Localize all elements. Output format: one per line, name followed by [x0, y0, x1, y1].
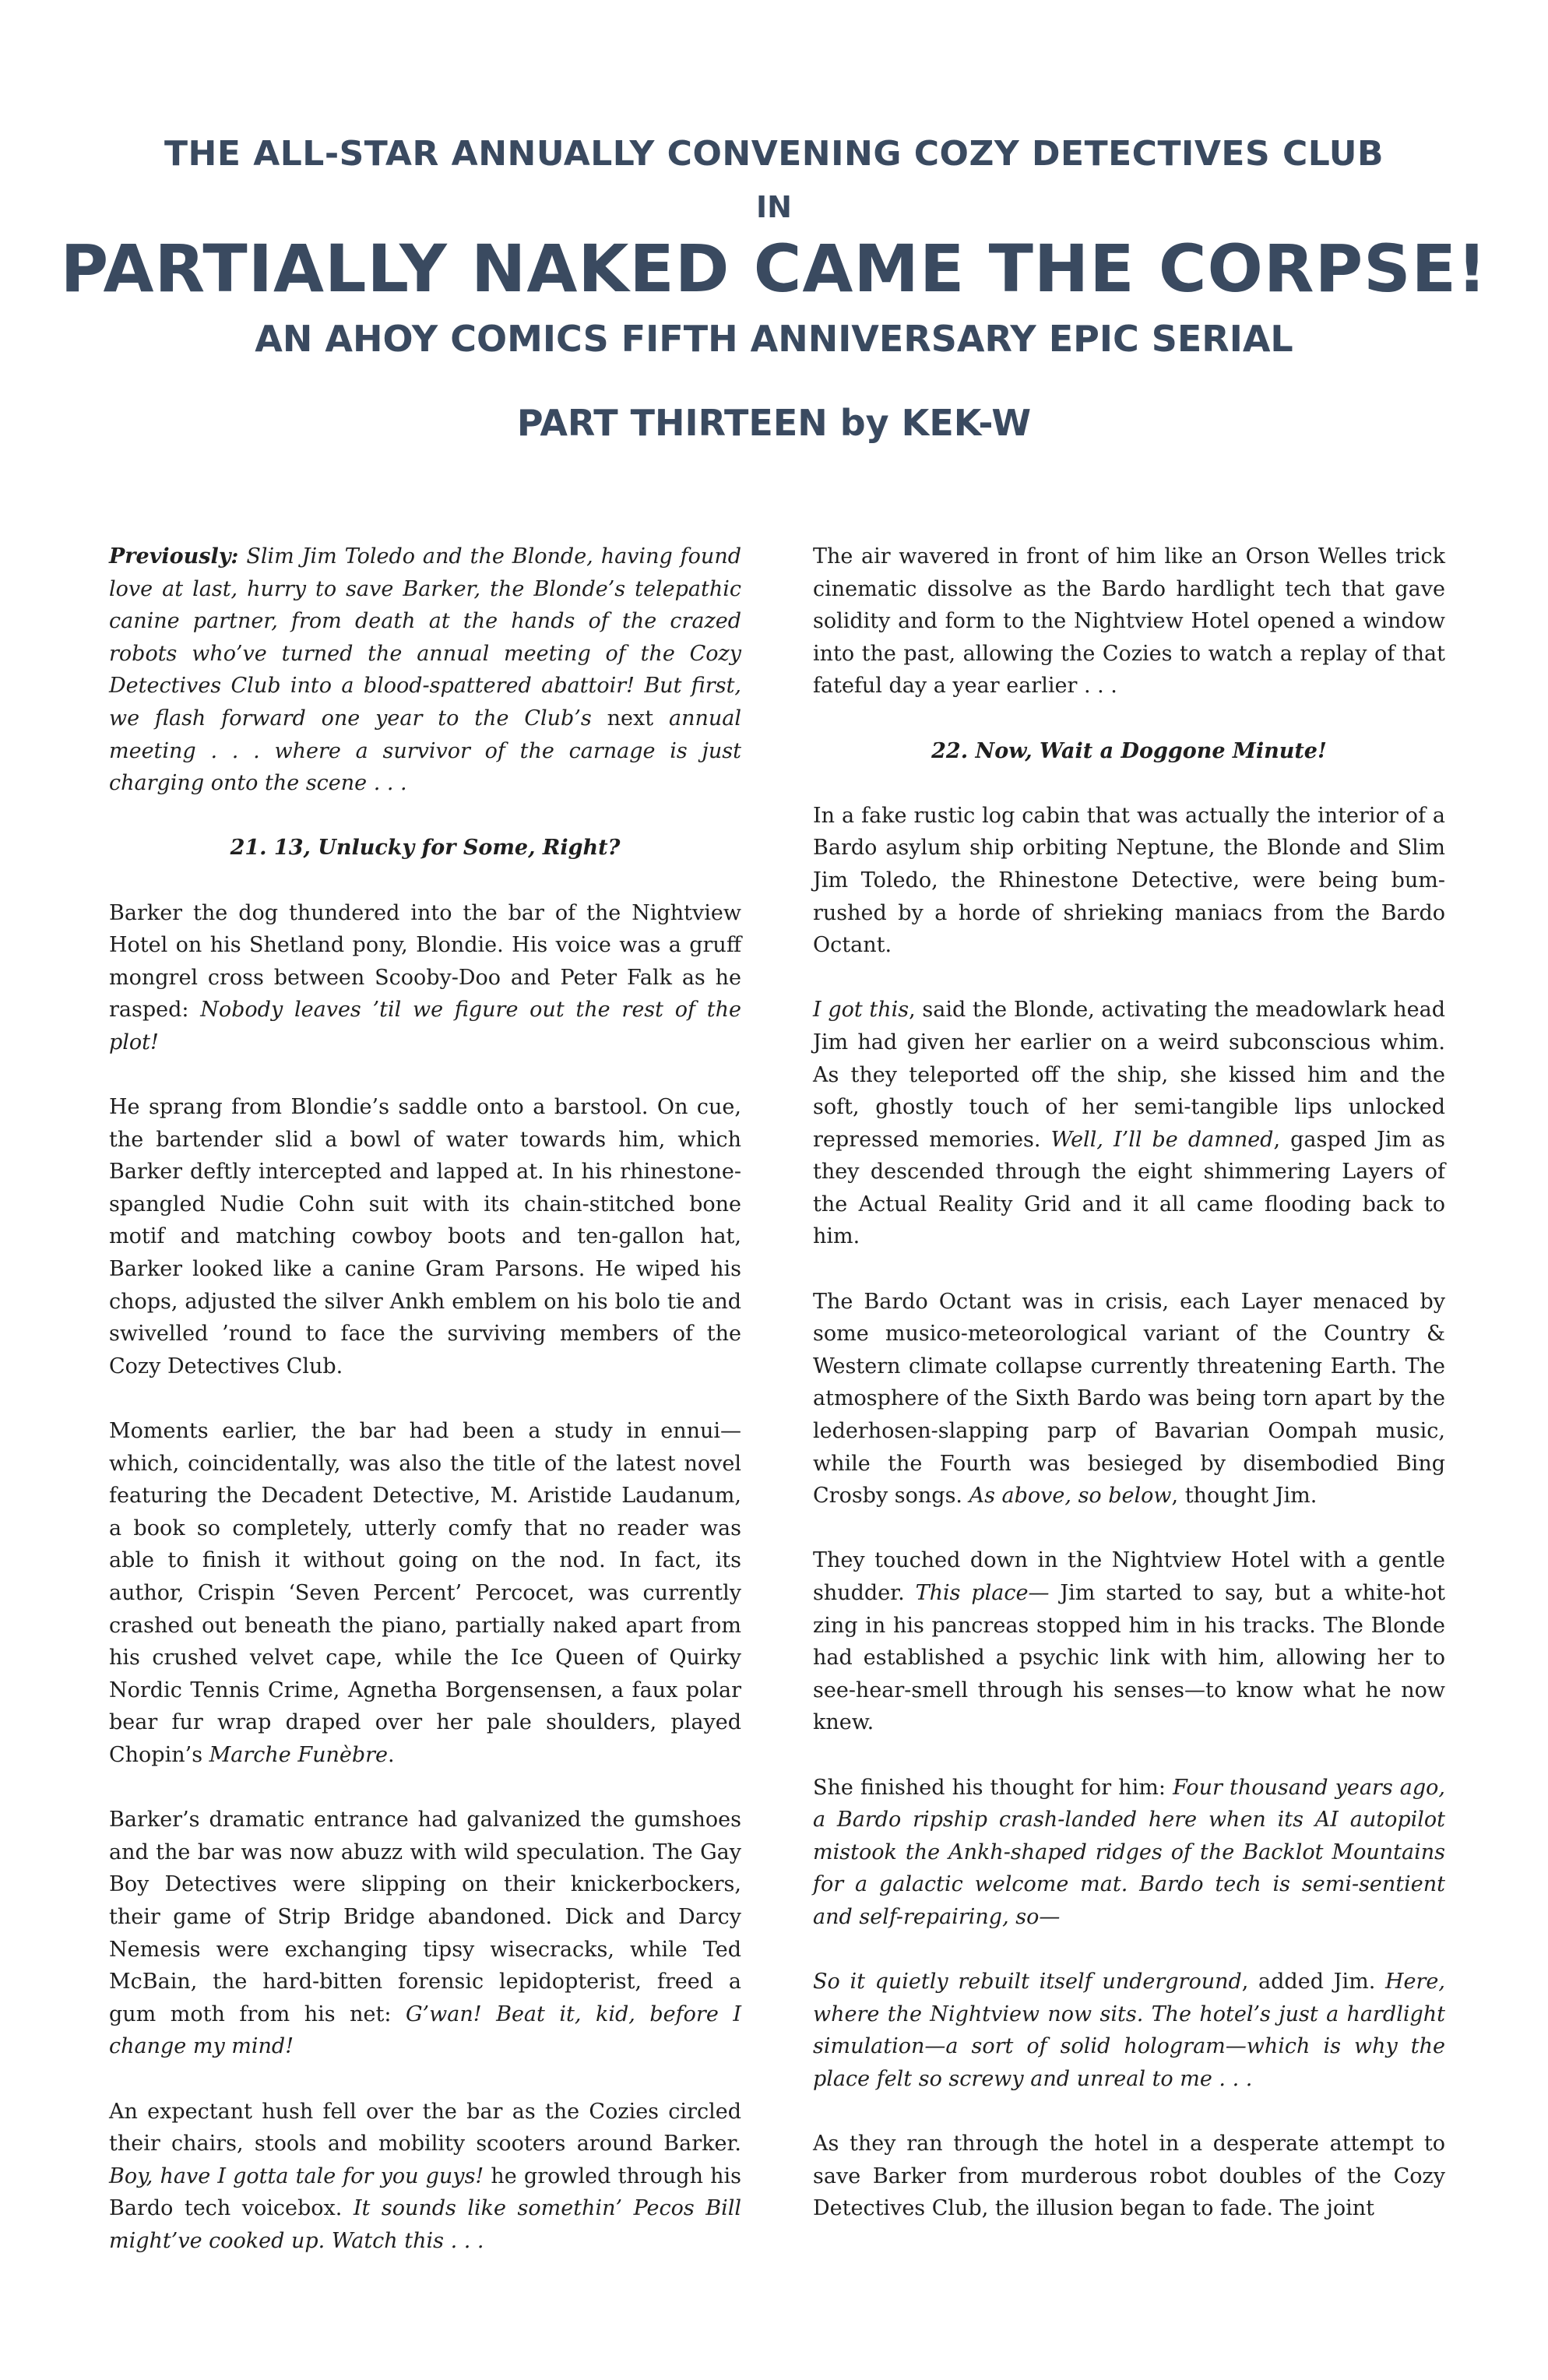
text-span: The Bardo Octant was in crisis, each Layer menaced by some musico-meteorological variant of the Country & Western climate collapse currently threatening Earth. The atmosphere of the Sixth Bardo was being torn apart by the lederhosen-slapping parp of Bavarian Oompah music, while the Fourth was besieged by disembodied Bing Crosby songs. — [813, 1289, 1445, 1509]
page-title: PARTIALLY NAKED CAME THE CORPSE! — [60, 231, 1488, 307]
text-span: Jim started to say, but a white-hot zing in his pancreas stopped him in his tracks. The Blonde had established a psychic link with him, allowing her to see-hear-smell through his senses—to know what he now knew. — [813, 1581, 1445, 1735]
part-byline: PART THIRTEEN by KEK-W — [516, 402, 1032, 444]
text-span: They touched down in the Nightview Hotel with a gentle shudder. — [813, 1548, 1445, 1605]
paragraph: He sprang from Blondie’s saddle onto a barstool. On cue, the bartender slid a bowl of water towards him, which Barker deftly intercepted and lapped at. In his rhinestone-spangled Nudie Cohn suit with its chain-stitched bone motif and matching cowboy boots and ten-gallon hat, Barker looked like a canine Gram Parsons. He wiped his chops, adjusted the silver Ankh emblem on his bolo tie and swivelled ’round to face the surviving members of the Cozy Detectives Club. — [109, 1095, 741, 1378]
text-span: It sounds like somethin’ Pecos Bill might’ve cooked up. Watch this . . . — [109, 2196, 741, 2253]
right-column — [813, 540, 1445, 2225]
left-column — [109, 540, 741, 2257]
text-span: he growled through his Bardo tech voicebox. — [109, 2163, 741, 2221]
text-span: Well, I’ll be damned — [1050, 1127, 1274, 1152]
text-span: . — [388, 1742, 395, 1767]
paragraph — [109, 2096, 741, 2258]
paragraph — [109, 1415, 741, 1772]
paragraph: As they ran through the hotel in a desperate attempt to save Barker from murderous robot doubles of the Cozy Detectives Club, the illusion began to fade. The joint — [813, 2132, 1445, 2221]
paragraph — [813, 1772, 1445, 1934]
text-span: next — [607, 706, 654, 731]
text-span: Barker the dog thundered into the bar of the Nightview Hotel on his Shetland pony, Blondie. His voice was a gruff mongrel cross between Scooby-Doo and Peter Falk as he rasped: — [109, 900, 741, 1023]
text-span: Four thousand years ago, a Bardo ripship crash-landed here when its AI autopilot mistook the Ankh-shaped ridges of the Backlot Mountains for a galactic welcome mat. Bardo tech is semi-sentient and self-repairing, so— — [813, 1775, 1445, 1929]
text-span: I got this — [813, 998, 909, 1023]
text-span: As above, so below — [969, 1484, 1172, 1509]
text-span: Here, where the Nightview now sits. The hotel’s just a hardlight simulation—a sort of solid hologram—which is why the place felt so screwy and unreal to me . . . — [813, 1970, 1445, 2091]
text-span: So it quietly rebuilt itself underground — [813, 1970, 1242, 1994]
section-heading-21: 21. 13, Unlucky for Some, Right? — [230, 836, 621, 861]
text-span: Barker’s dramatic entrance had galvanized the gumshoes and the bar was now abuzz with wild speculation. The Gay Boy Detectives were slipping on their knickerbockers, their game of Strip Bridge abandoned. Dick and Darcy Nemesis were exchanging tipsy wisecracks, while Ted McBain, the hard-bitten forensic lepidopterist, freed a gum moth from his net: — [109, 1808, 741, 2026]
paragraph: In a fake rustic log cabin that was actually the interior of a Bardo asylum ship orbiting Neptune, the Blonde and Slim Jim Toledo, the Rhinestone Detective, were being bum-rushed by a horde of shrieking maniacs from the Bardo Octant. — [813, 803, 1445, 958]
text-span: Marche Funèbre — [209, 1742, 389, 1767]
text-span: annual meeting . . . where a survivor of the carnage is just charging onto the scene . . . — [109, 706, 741, 796]
paragraph — [813, 1544, 1445, 1739]
text-span: , said the Blonde, activating the meadowlark head Jim had given her earlier on a weird subconscious whim. As they teleported off the ship, she kissed him and the soft, ghostly touch of her semi-tangible lips unlocked repressed memories. — [813, 998, 1445, 1152]
text-span: Moments earlier, the bar had been a study in ennui—which, coincidentally, was also the title of the latest novel featuring the Decadent Detective, M. Aristide Laudanum, a book so completely, utterly comfy that no reader was able to finish it without going on the nod. In fact, its author, Crispin ‘Seven Percent’ Percocet, was currently crashed out beneath the piano, partially naked apart from his crushed velvet cape, while the Ice Queen of Quirky Nordic Tennis Crime, Agnetha Borgensensen, a faux polar bear fur wrap draped over her pale shoulders, played Chopin’s — [109, 1419, 741, 1767]
subtitle: AN AHOY COMICS FIFTH ANNIVERSARY EPIC SERIAL — [255, 318, 1293, 360]
text-span: , added Jim. — [1241, 1970, 1385, 1994]
text-span: She finished his thought for him: — [813, 1775, 1173, 1800]
previously-label: Previously: — [109, 544, 239, 569]
paragraph — [813, 1286, 1445, 1512]
text-span: Boy, have I gotta tale for you guys! — [109, 2163, 484, 2188]
in-heading: IN — [756, 190, 792, 224]
text-span: , thought Jim. — [1171, 1484, 1318, 1509]
text-span: G’wan! Beat it, kid, before I change my mind! — [109, 2002, 741, 2059]
paragraph-previously — [109, 540, 741, 800]
paragraph — [109, 1804, 741, 2063]
paragraph: The air wavered in front of him like an Orson Welles trick cinematic dissolve as the Bardo hardlight tech that gave solidity and form to the Nightview Hotel opened a window into the past, allowing the Cozies to watch a replay of that fateful day a year earlier . . . — [813, 544, 1445, 699]
paragraph — [813, 1966, 1445, 2095]
text-span: , gasped Jim as they descended through the eight shimmering Layers of the Actual Reality Grid and it all came flooding back to him. — [813, 1127, 1446, 1249]
text-span: Nobody leaves ’til we figure out the rest of the plot! — [109, 998, 741, 1054]
text-span: An expectant hush fell over the bar as the Cozies circled their chairs, stools and mobility scooters around Barker. — [109, 2099, 741, 2156]
paragraph — [109, 897, 741, 1059]
club-heading: THE ALL-STAR ANNUALLY CONVENING COZY DETECTIVES CLUB — [164, 134, 1384, 174]
section-heading-22: 22. Now, Wait a Doggone Minute! — [931, 738, 1327, 763]
paragraph — [813, 994, 1445, 1253]
text-span: This place— — [915, 1581, 1050, 1605]
text-span: Slim Jim Toledo and the Blonde, having found love at last, hurry to save Barker, the Blonde’s telepathic canine partner, from death at the hands of the crazed robots who’ve turned the annual meeting of the Cozy Detectives Club into a blood-spattered abattoir! But first, we flash forward one year to the Club’s — [109, 544, 741, 731]
